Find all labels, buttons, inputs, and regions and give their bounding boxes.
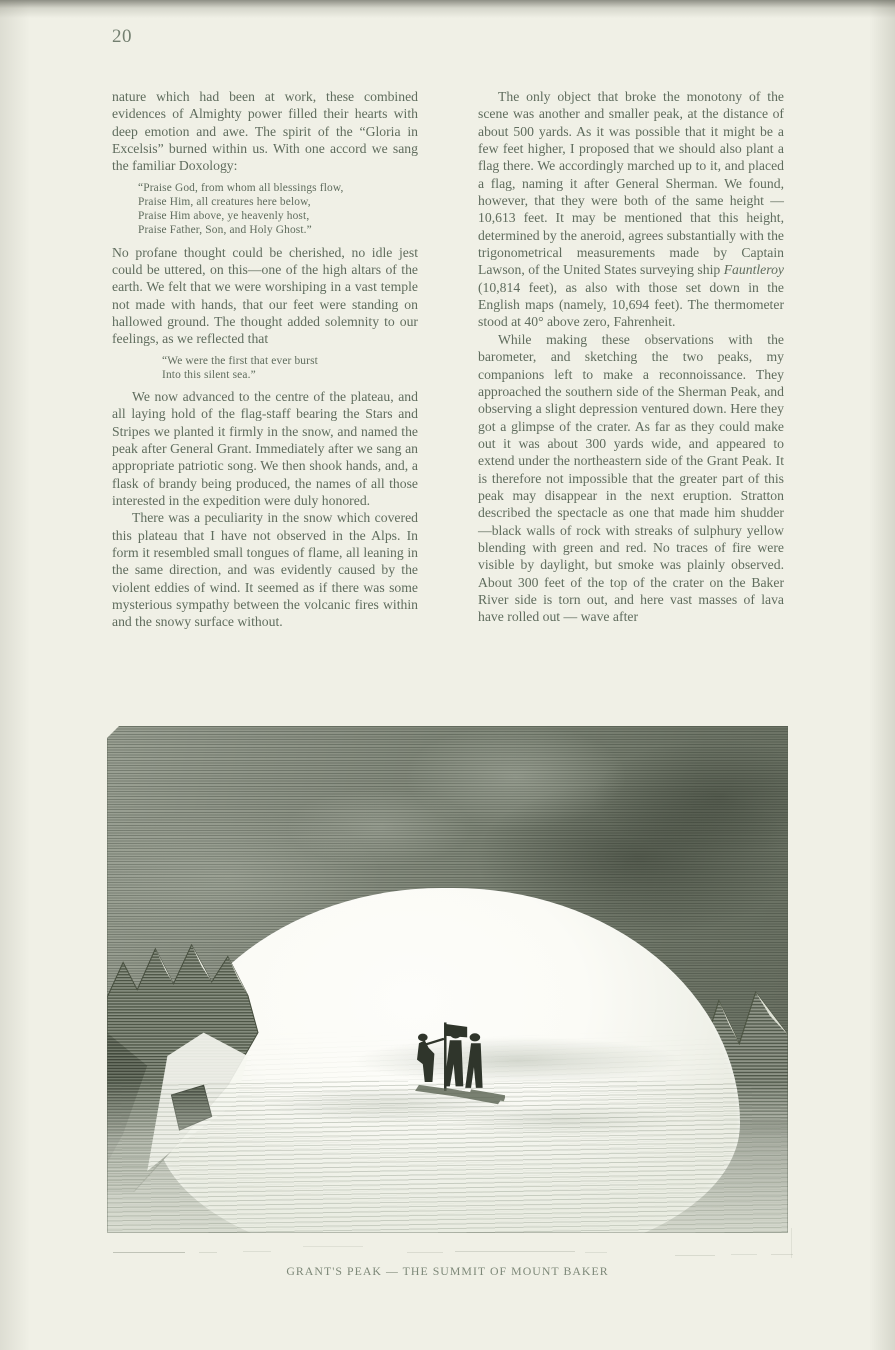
climbers-with-flag (390, 1018, 506, 1130)
ship-name: Fauntleroy (723, 262, 784, 278)
verse-line: “We were the first that ever burst (162, 354, 318, 367)
paragraph-text: The only object that broke the monotony of the scene was another and smaller peak, at the distance of about 500 yards. As it was possible that it might be a few feet higher, I proposed that we should also plant a flag there. We accordingly marched up to it, and placed a flag, naming it after General Sherman. We found, however, that they were both of the same height —10,613 feet. It may be mentioned that this height, determined by the aneroid, agrees substantially with the trigonometrical measurements made by Captain Lawson, of the United States surveying ship (478, 89, 784, 278)
paragraph: There was a peculiarity in the snow which covered this plateau that I have not observed in the Alps. In form it resembled small tongues of flame, all leaning in the same direction, and was evidently caused by the violent eddies of wind. It seemed as if there was some mysterious sympathy between the volcanic fires within and the snowy surface without. (112, 510, 418, 630)
illustration-caption: GRANT'S PEAK — THE SUMMIT OF MOUNT BAKER (286, 1264, 609, 1278)
paragraph: No profane thought could be cherished, no idle jest could be uttered, on this—one of the high altars of the earth. We felt that we were worshiping in a vast temple not made with hands, that our feet were standing on hallowed ground. The thought added solemnity to our feelings, as we reflected that (112, 244, 418, 347)
right-column (448, 88, 784, 626)
text-columns (112, 88, 784, 631)
paragraph: While making these observations with the barometer, and sketching the two peaks, my companions left to make a reconnoissance. They approached the southern side of the Sherman Peak, and observing a slight depression ventured down. Here they got a glimpse of the crater. As far as they could make out it was about 300 yards wide, and appeared to extend under the northeastern side of the Grant Peak. It is therefore not impossible that the greater part of this peak may disappear in the next eruption. Stratton described the spectacle as one that made him shudder—black walls of rock with streaks of sulphury yellow blending with green and red. No traces of fire were visible by daylight, but smoke was plainly observed. About 300 feet of the top of the crater on the Baker River side is torn out, and here vast masses of lava have rolled out — wave after (478, 331, 784, 625)
verse-line: Into this silent sea.” (162, 368, 256, 381)
climber-center (444, 1040, 463, 1086)
verse-line: Praise Him, all creatures here below, (138, 195, 311, 208)
paragraph (478, 88, 784, 331)
illustration-figure (107, 726, 788, 1233)
paragraph: We now advanced to the centre of the plateau, and all laying hold of the flag-staff bearing the Stars and Stripes we planted it firmly in the snow, and named the peak after General Grant. Immediately after we sang an appropriate patriotic song. We then shook hands, and, a flask of brandy being produced, the names of all those interested in the expedition were duly honored. (112, 389, 418, 509)
climber-left (417, 1040, 434, 1082)
verse-line: Praise Father, Son, and Holy Ghost.” (138, 224, 312, 237)
left-column (112, 88, 448, 631)
verse-line: “Praise God, from whom all blessings flow, (138, 181, 344, 194)
engraving-plate (107, 726, 788, 1233)
shadows (415, 1084, 506, 1103)
verse-doxology (112, 181, 418, 238)
verse-coleridge (112, 354, 418, 382)
climber-right (465, 1043, 482, 1088)
paragraph: nature which had been at work, these combined evidences of Almighty power filled their hearts with deep emotion and awe. The spirit of the “Gloria in Excelsis” burned within us. With one accord we sang the familiar Doxology: (112, 89, 418, 174)
page-number: 20 (112, 26, 132, 47)
verse-line: Praise Him above, ye heavenly host, (138, 210, 310, 223)
scan-artifact-dashes (107, 1244, 797, 1258)
paragraph-text-tail: (10,814 feet), as also with those set down in the English maps (namely, 10,694 feet). The thermometer stood at 40° above zero, Fahrenheit. (478, 279, 784, 330)
